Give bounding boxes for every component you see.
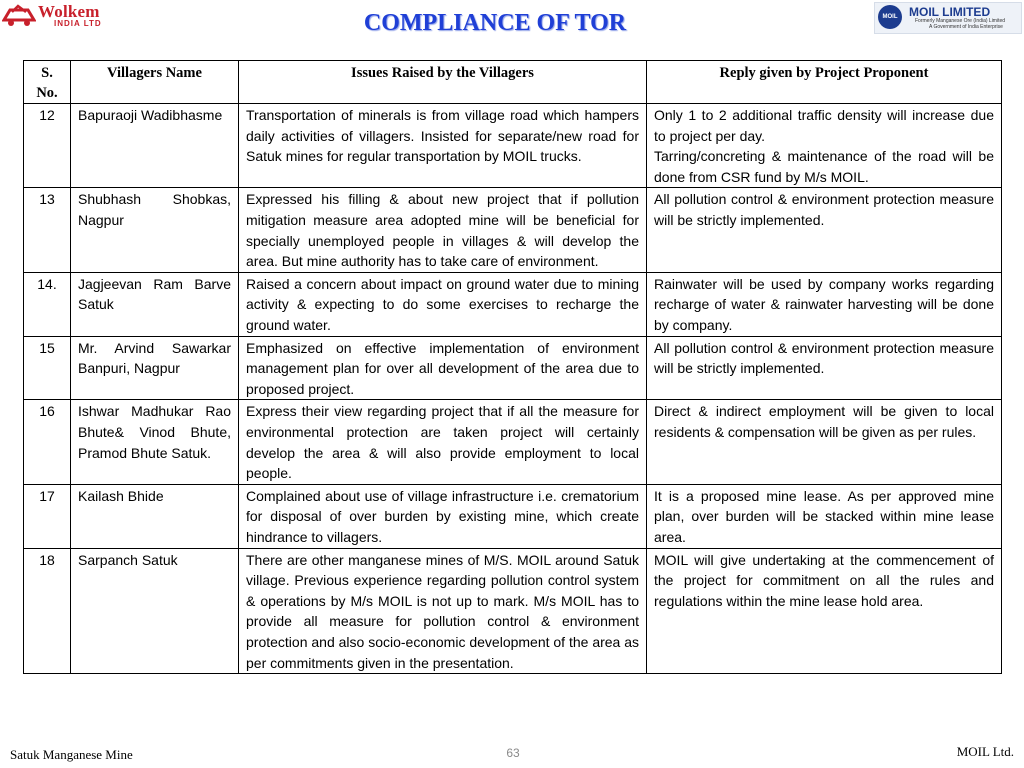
cell-issue: Transportation of minerals is from village road which hampers daily activities of villagers. Insisted for separate/new road for Satuk mines for regular transportation by MOIL trucks. [239,104,647,188]
cell-sno: 12 [24,104,71,188]
footer-project-name: Satuk Manganese Mine [10,747,133,762]
cell-name: Bapuraoji Wadibhasme [71,104,239,188]
cell-reply-para: Only 1 to 2 additional traffic density will increase due to project per day. [654,107,994,144]
slide-header [0,0,1024,56]
cell-issue: Emphasized on effective implementation of environment management plan for over all development of the area due to proposed project. [239,336,647,400]
table-row [24,272,1002,336]
table-header-row [24,61,1002,104]
cell-sno: 16 [24,400,71,484]
cell-sno: 14. [24,272,71,336]
table-row [24,400,1002,484]
moil-logo [874,2,1022,34]
cell-sno: 18 [24,548,71,674]
footer-page-number: 63 [506,746,520,760]
header-issues: Issues Raised by the Villagers [239,61,647,104]
cell-name: Jagjeevan Ram Barve Satuk [71,272,239,336]
cell-issue: There are other manganese mines of M/S. MOIL around Satuk village. Previous experience regarding pollution control system & operations by M/s MOIL is not up to mark. M/s MOIL has to provide all measure for pollution control & environment protection and also socio-economic development of the area as per commitments given in the presentation. [239,548,647,674]
table-row [24,188,1002,272]
cell-name: Ishwar Madhukar Rao Bhute& Vinod Bhute, Pramod Bhute Satuk. [71,400,239,484]
cell-reply: All pollution control & environment protection measure will be strictly implemented. [647,188,1002,272]
tor-compliance-table [23,60,1002,674]
car-roof-icon [2,2,36,28]
footer-company: MOIL Ltd. [956,744,1014,759]
cell-issue: Express their view regarding project that if all the measure for environmental protection are taken project will certainly develop the area & will also provide employment to local people. [239,400,647,484]
cell-sno: 17 [24,484,71,548]
header-reply: Reply given by Project Proponent [647,61,1002,104]
cell-reply: MOIL will give undertaking at the commencement of the project for commitment on all the rules and regulations within the mine lease hold area. [647,548,1002,674]
table-row [24,336,1002,400]
cell-reply: Rainwater will be used by company works regarding recharge of water & rainwater harvesting will be done by company. [647,272,1002,336]
cell-reply: Direct & indirect employment will be given to local residents & compensation will be given as per rules. [647,400,1002,484]
moil-logo-tagline-2: A Government of India Enterprise [929,24,1003,30]
cell-reply: All pollution control & environment protection measure will be strictly implemented. [647,336,1002,400]
cell-issue: Complained about use of village infrastructure i.e. crematorium for disposal of over burden by existing mine, which create hindrance to villagers. [239,484,647,548]
wolkem-sub-text: INDIA LTD [54,19,102,28]
table-row [24,484,1002,548]
cell-issue: Raised a concern about impact on ground water due to mining activity & expecting to do some exercises to recharge the ground water. [239,272,647,336]
header-villagers-name: Villagers Name [71,61,239,104]
cell-name: Kailash Bhide [71,484,239,548]
cell-reply-para-2: Tarring/concreting & maintenance of the road will be done from CSR fund by M/s MOIL. [654,148,994,185]
page-title: COMPLIANCE OF TOR [363,10,627,36]
cell-sno: 15 [24,336,71,400]
cell-name: Shubhash Shobkas, Nagpur [71,188,239,272]
cell-issue: Expressed his filling & about new project that if pollution mitigation measure area adopted mine will be beneficial for specially unemployed people in villages & will develop the area. But mine authority has to take care of environment. [239,188,647,272]
cell-reply: It is a proposed mine lease. As per approved mine plan, over burden will be stacked within mine lease area. [647,484,1002,548]
moil-logo-tagline: Formerly Manganese Ore (India) Limited [915,18,1006,24]
moil-logo-name: MOIL LIMITED [909,5,991,19]
cell-name: Sarpanch Satuk [71,548,239,674]
header-sno: S. No. [24,61,71,104]
table-row [24,548,1002,674]
wolkem-brand-text: Wolkem [38,2,100,21]
cell-name: Mr. Arvind Sawarkar Banpuri, Nagpur [71,336,239,400]
wolkem-logo [2,2,110,30]
table-row [24,104,1002,188]
cell-sno: 13 [24,188,71,272]
cell-reply [647,104,1002,188]
moil-emblem-icon: MOIL [878,5,902,29]
